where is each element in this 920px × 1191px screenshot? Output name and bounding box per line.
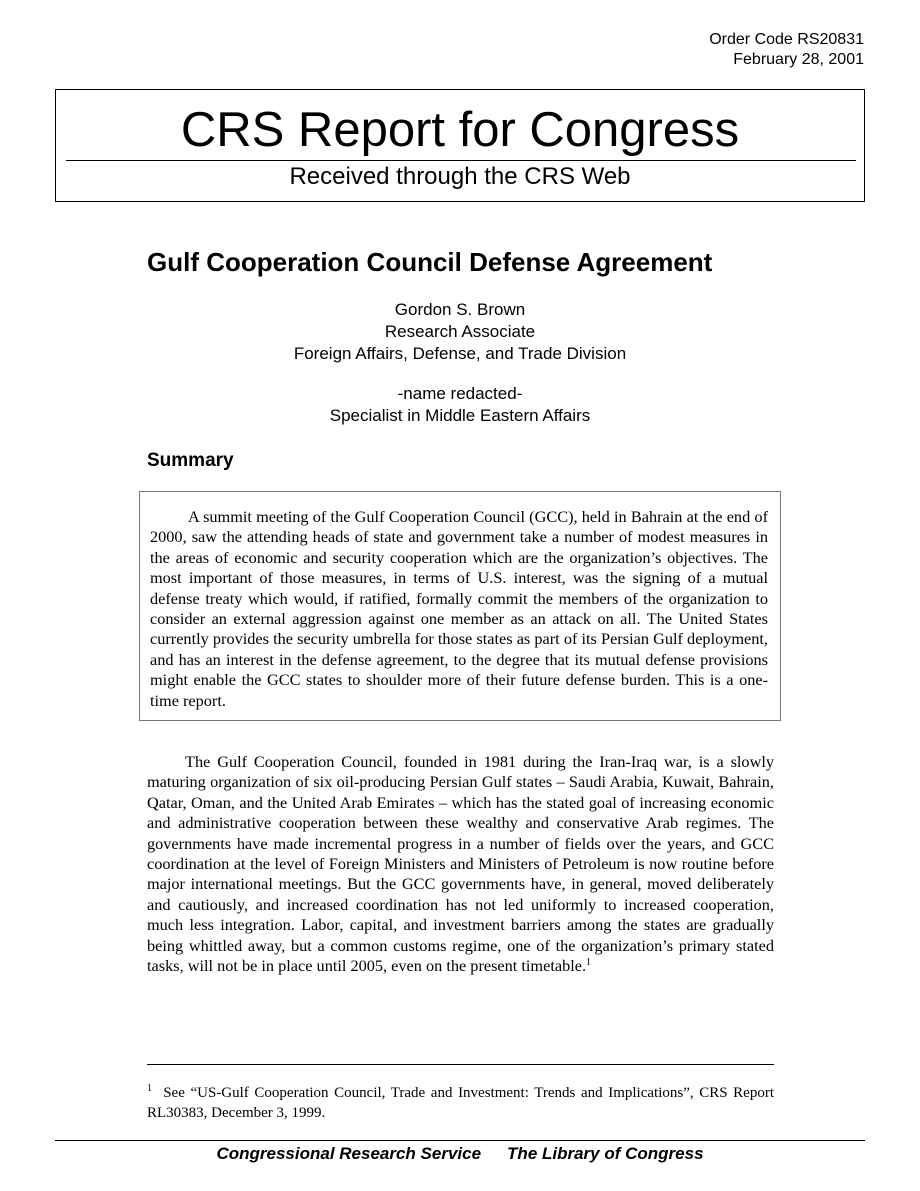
summary-box xyxy=(139,491,781,721)
order-code: Order Code RS20831 xyxy=(709,31,864,48)
footnote-number: 1 xyxy=(147,1083,152,1094)
summary-text: A summit meeting of the Gulf Cooperation Council (GCC), held in Bahrain at the end of 2000, saw the attending heads of state and government take a number of modest measures in the areas of economic and security cooperation which are the organization’s objectives. The most important of those measures, in terms of U.S. interest, was the signing of a mutual defense treaty which would, if ratified, formally commit the members of the organization to consider an external aggression against one member as an attack on all. The United States currently provides the security umbrella for those states as part of its Persian Gulf deployment, and has an interest in the defense agreement, to the degree that its mutual defense provisions might enable the GCC states to shoulder more of their future defense burden. This is a one-time report. xyxy=(150,507,768,710)
report-date: February 28, 2001 xyxy=(733,51,864,68)
footer-crs: Congressional Research Service xyxy=(216,1144,482,1163)
footnote-divider xyxy=(147,1064,774,1065)
banner-subtitle: Received through the CRS Web xyxy=(289,163,631,190)
order-info xyxy=(709,30,864,70)
document-title: Gulf Cooperation Council Defense Agreement xyxy=(147,247,713,277)
summary-heading: Summary xyxy=(147,450,234,471)
page-footer xyxy=(0,1143,920,1165)
footnote-reference[interactable]: 1 xyxy=(586,957,592,969)
footer-divider xyxy=(55,1140,865,1141)
author-role: Specialist in Middle Eastern Affairs xyxy=(329,406,591,425)
banner-divider xyxy=(66,160,856,161)
author-name: Gordon S. Brown xyxy=(394,300,526,319)
footer-loc: The Library of Congress xyxy=(507,1144,704,1163)
footnote xyxy=(147,1083,774,1123)
author-role: Research Associate xyxy=(384,322,536,341)
banner-title: CRS Report for Congress xyxy=(180,103,740,157)
report-banner xyxy=(55,89,865,202)
body-text: The Gulf Cooperation Council, founded in 1981 during the Iran-Iraq war, is a slowly maturing organization of six oil-producing Persian Gulf states – Saudi Arabia, Kuwait, Bahrain, Qatar, Oman, and the United Arab Emirates – which has the stated goal of increasing economic and administrative cooperation between these wealthy and conservative Arab regimes. The governments have made incremental progress in a number of fields over the years, and GCC coordination at the level of Foreign Ministers and Ministers of Petroleum is now routine before major international meetings. But the GCC governments have, in general, moved deliberately and cautiously, and increased coordination has not led uniformly to increased cooperation, much less integration. Labor, capital, and investment barriers among the states are gradually being whittled away, but a common customs regime, one of the organization’s primary stated tasks, will not be in place until 2005, even on the present timetable. xyxy=(147,752,774,976)
author-name: -name redacted- xyxy=(397,384,523,403)
author-division: Foreign Affairs, Defense, and Trade Division xyxy=(293,344,627,363)
body-paragraph xyxy=(147,752,774,976)
author-block xyxy=(0,299,920,427)
footnote-text: See “US-Gulf Cooperation Council, Trade and Investment: Trends and Implications”, CRS Report RL30383, December 3, 1999. xyxy=(147,1085,774,1121)
